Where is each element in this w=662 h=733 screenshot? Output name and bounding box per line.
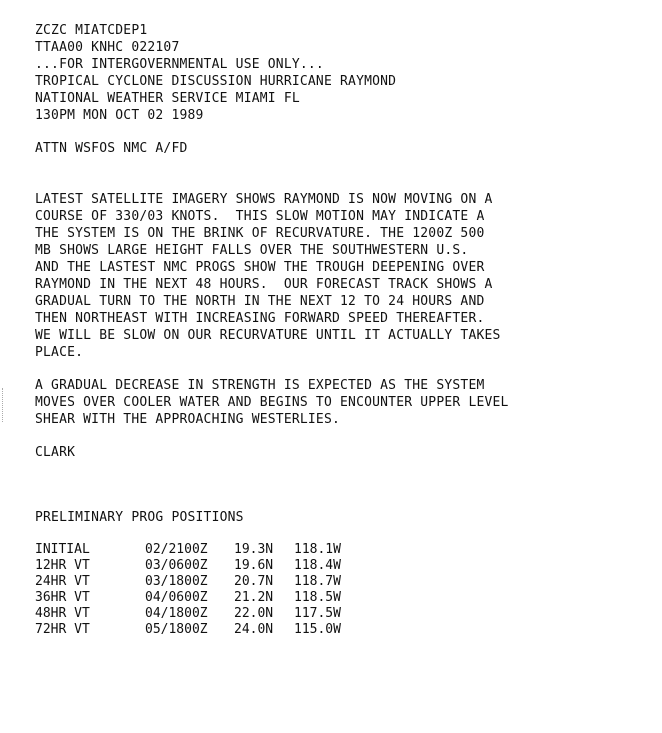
scan-artifact-dots [2, 388, 4, 422]
table-row [35, 574, 645, 590]
prog-time: 05/1800Z [145, 622, 208, 637]
prog-label: 12HR VT [35, 558, 90, 573]
header-line: ...FOR INTERGOVERNMENTAL USE ONLY... [35, 57, 324, 72]
prog-longitude: 118.5W [294, 590, 341, 605]
paragraph-line: MB SHOWS LARGE HEIGHT FALLS OVER THE SOUTHWESTERN U.S. [35, 243, 469, 258]
paragraph-line: COURSE OF 330/03 KNOTS. THIS SLOW MOTION MAY INDICATE A [35, 209, 485, 224]
prog-positions-title: PRELIMINARY PROG POSITIONS [35, 510, 244, 525]
header-line: TTAA00 KNHC 022107 [35, 40, 180, 55]
header-line: ZCZC MIATCDEP1 [35, 23, 148, 38]
prog-latitude: 24.0N [234, 622, 274, 637]
issuing-office: NATIONAL WEATHER SERVICE MIAMI FL [35, 91, 300, 106]
prog-label: 24HR VT [35, 574, 90, 589]
discussion-paragraph-2 [35, 377, 645, 428]
prog-time: 02/2100Z [145, 542, 208, 557]
prog-label: 36HR VT [35, 590, 90, 605]
paragraph-line: THEN NORTHEAST WITH INCREASING FORWARD SPEED THEREAFTER. [35, 311, 485, 326]
issue-time: 130PM MON OCT 02 1989 [35, 108, 204, 123]
paragraph-line: WE WILL BE SLOW ON OUR RECURVATURE UNTIL IT ACTUALLY TAKES [35, 328, 501, 343]
prog-longitude: 118.1W [294, 542, 341, 557]
prog-latitude: 19.6N [234, 558, 274, 573]
attention-line: ATTN WSFOS NMC A/FD [35, 141, 188, 156]
paragraph-line: PLACE. [35, 345, 84, 360]
prog-time: 04/0600Z [145, 590, 208, 605]
paragraph-line: LATEST SATELLITE IMAGERY SHOWS RAYMOND IS NOW MOVING ON A [35, 192, 493, 207]
bulletin-header [35, 22, 645, 124]
prog-longitude: 118.7W [294, 574, 341, 589]
prog-latitude: 19.3N [234, 542, 274, 557]
table-row [35, 606, 645, 622]
prog-longitude: 115.0W [294, 622, 341, 637]
prog-latitude: 22.0N [234, 606, 274, 621]
prog-latitude: 20.7N [234, 574, 274, 589]
paragraph-line: RAYMOND IN THE NEXT 48 HOURS. OUR FORECAST TRACK SHOWS A [35, 277, 493, 292]
prog-positions-table [35, 542, 645, 638]
prog-time: 03/0600Z [145, 558, 208, 573]
table-row [35, 542, 645, 558]
prog-label: 48HR VT [35, 606, 90, 621]
prog-time: 04/1800Z [145, 606, 208, 621]
paragraph-line: GRADUAL TURN TO THE NORTH IN THE NEXT 12 TO 24 HOURS AND [35, 294, 485, 309]
paragraph-line: THE SYSTEM IS ON THE BRINK OF RECURVATURE. THE 1200Z 500 [35, 226, 485, 241]
prog-longitude: 118.4W [294, 558, 341, 573]
table-row [35, 558, 645, 574]
paragraph-line: AND THE LASTEST NMC PROGS SHOW THE TROUGH DEEPENING OVER [35, 260, 485, 275]
discussion-paragraph-1 [35, 191, 645, 361]
bulletin-title: TROPICAL CYCLONE DISCUSSION HURRICANE RAYMOND [35, 74, 397, 89]
prog-time: 03/1800Z [145, 574, 208, 589]
table-row [35, 590, 645, 606]
paragraph-line: MOVES OVER COOLER WATER AND BEGINS TO ENCOUNTER UPPER LEVEL [35, 395, 509, 410]
prog-latitude: 21.2N [234, 590, 274, 605]
paragraph-line: SHEAR WITH THE APPROACHING WESTERLIES. [35, 412, 341, 427]
paragraph-line: A GRADUAL DECREASE IN STRENGTH IS EXPECTED AS THE SYSTEM [35, 378, 485, 393]
prog-label: INITIAL [35, 542, 90, 557]
prog-label: 72HR VT [35, 622, 90, 637]
forecaster-signature: CLARK [35, 445, 76, 460]
table-row [35, 622, 645, 638]
prog-longitude: 117.5W [294, 606, 341, 621]
bulletin-document [35, 22, 645, 638]
